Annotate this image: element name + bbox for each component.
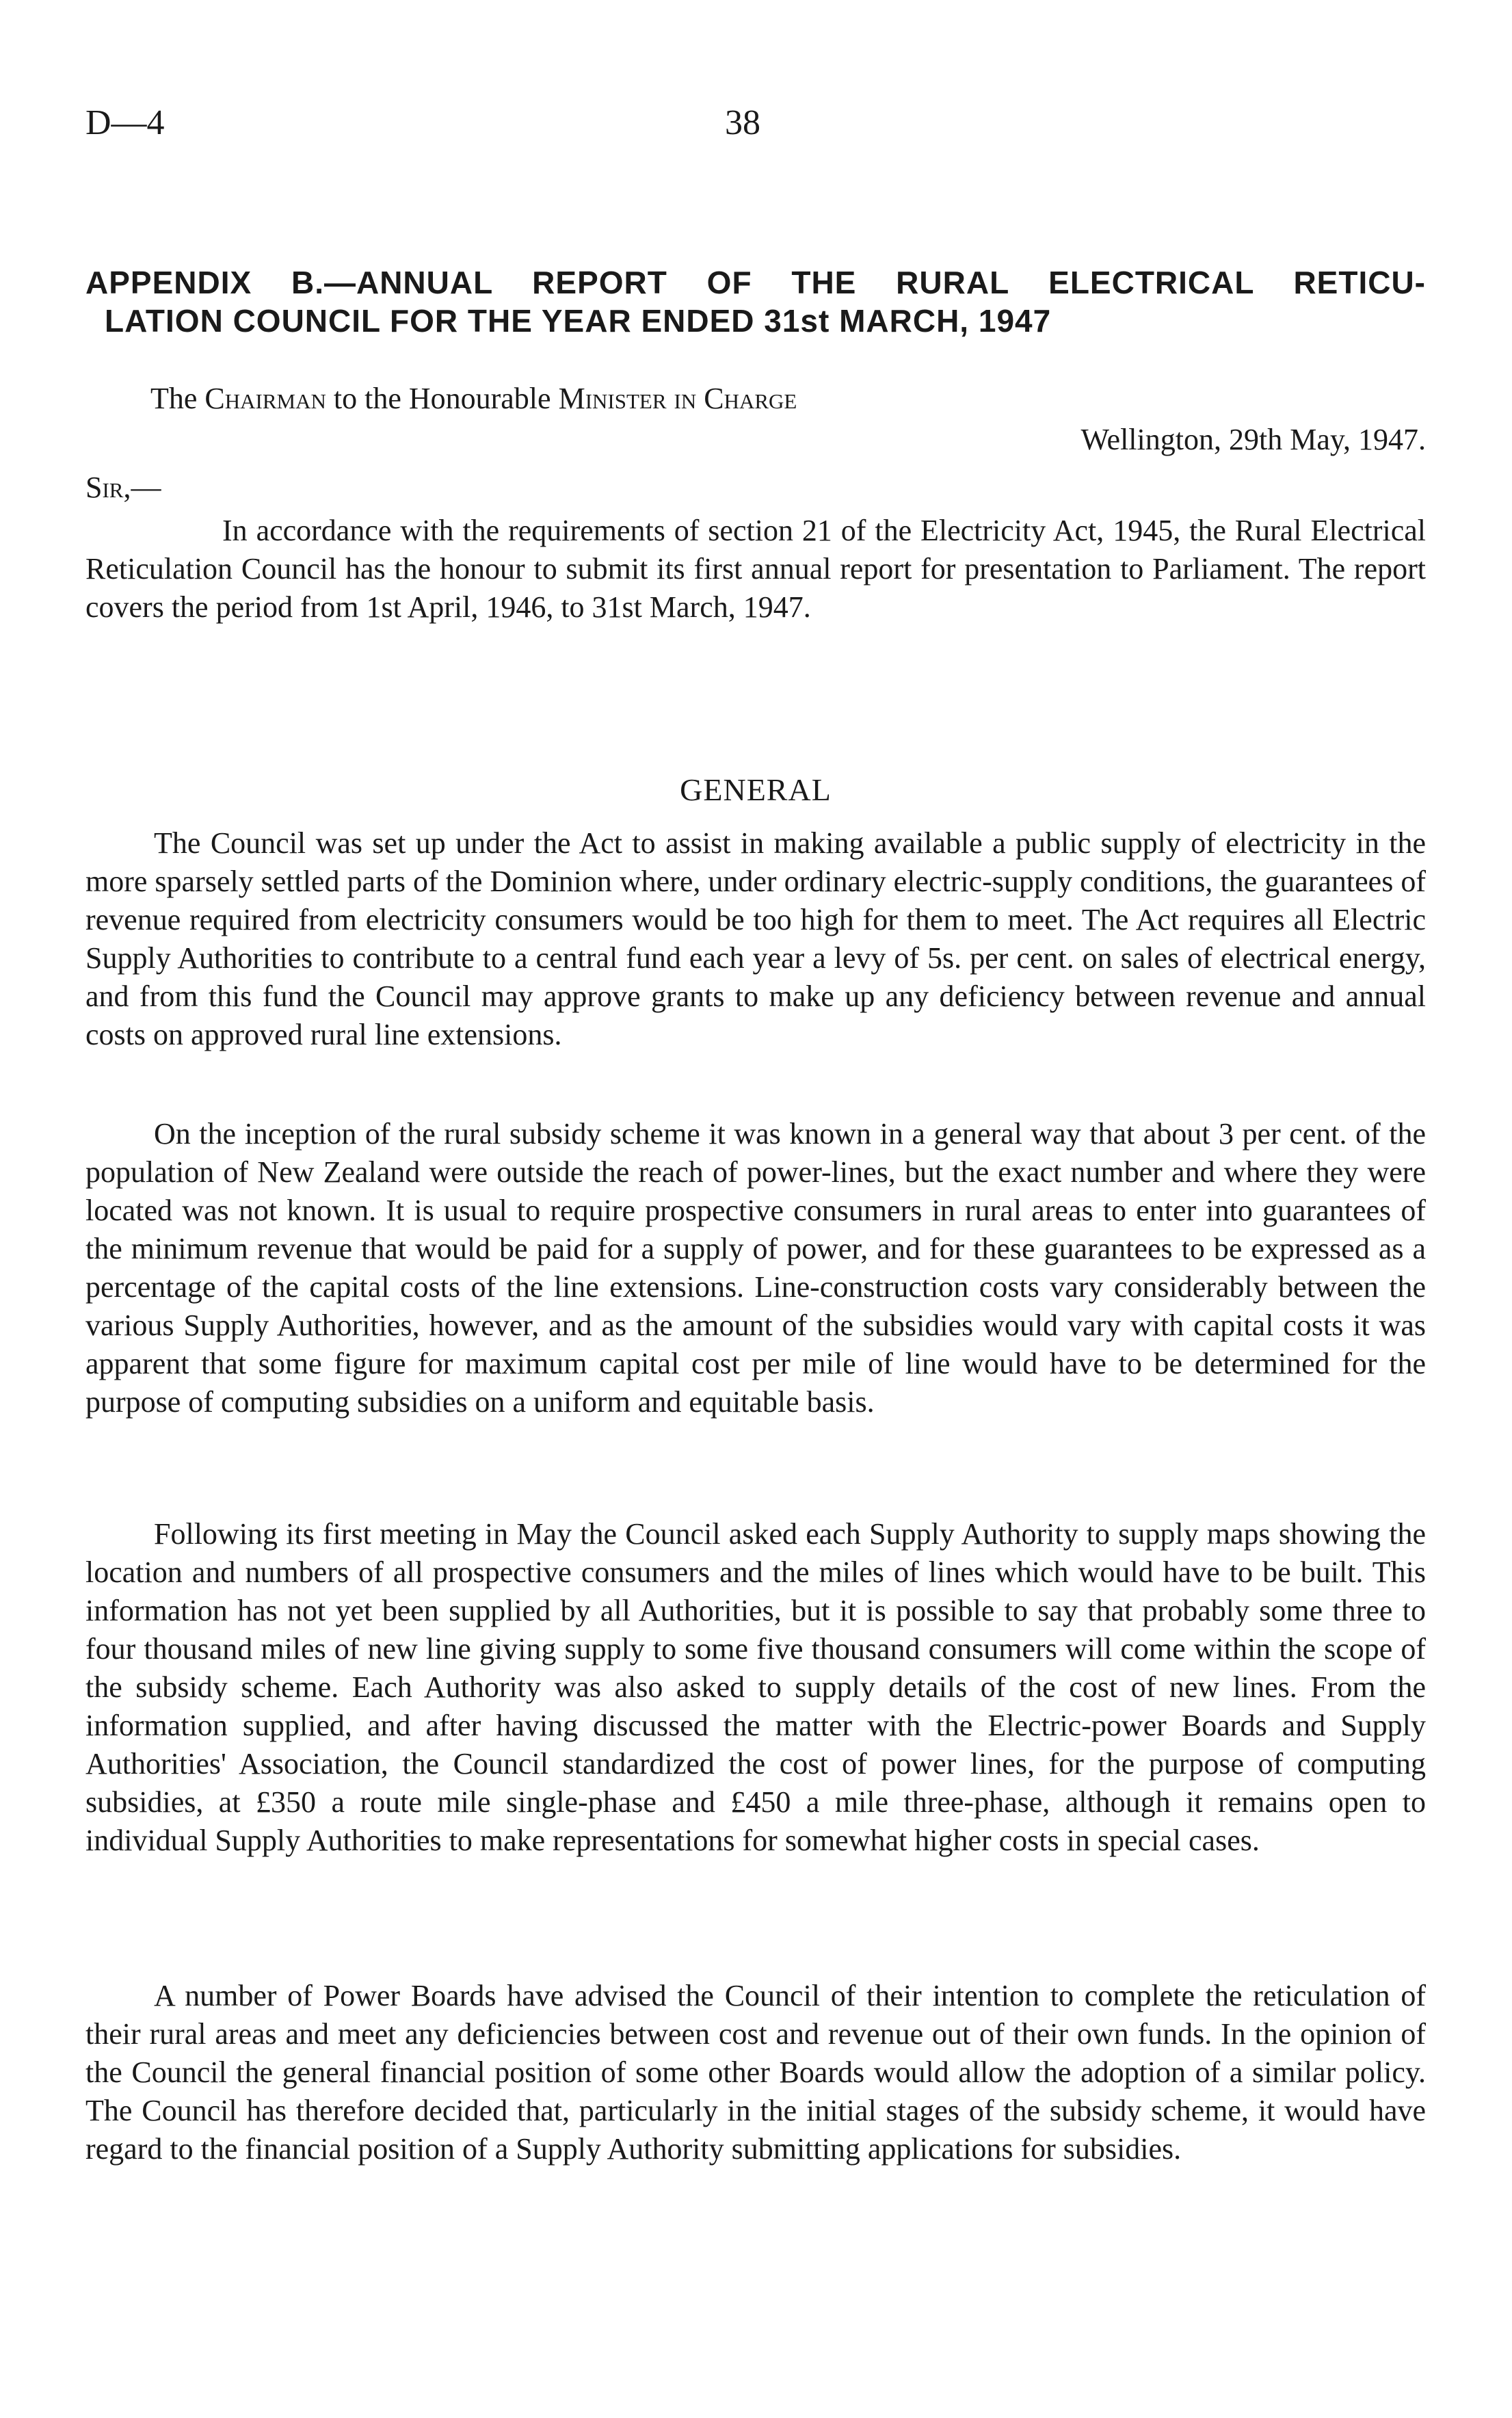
body-paragraph: On the inception of the rural subsidy scheme it was known in a general way that about 3 per cent. of the population of New Zealand were outside the reach of power-lines, but the exact number and where they were located was not known. It is usual to require prospective consumers in rural areas to enter into guarantees of the minimum revenue that would be paid for a supply of power, and for these guarantees to be expressed as a percentage of the capital costs of the line extensions. Line-construction costs vary considerably between the various Supply Authorities, however, and as the amount of the subsidies would vary with capital costs it was apparent that some figure for maximum capital cost per mile of line would have to be determined for the purpose of computing subsidies on a uniform and equitable basis. [85, 1117, 1426, 1419]
addressee-chairman: Chairman [204, 382, 326, 415]
appendix-title-line-2: LATION COUNCIL FOR THE YEAR ENDED 31st MARCH, 1947 [105, 303, 1052, 339]
body-paragraph: The Council was set up under the Act to assist in making available a public supply of electricity in the more sparsely settled parts of the Dominion where, under ordinary electric-supply conditions, the guarantees of revenue required from electricity consumers would be too high for them to meet. The Act requires all Electric Supply Authorities to contribute to a central fund each year a levy of 5s. per cent. on sales of electrical energy, and from this fund the Council may approve grants to make up any deficiency between revenue and annual costs on approved rural line extensions. [85, 826, 1426, 1051]
body-paragraph: Following its first meeting in May the Council asked each Supply Authority to supply maps showing the location and numbers of all prospective consumers and the miles of lines which would have to be built. This information has not yet been supplied by all Authorities, but it is possible to say that probably some three to four thousand miles of new line giving supply to some five thousand consumers will come within the scope of the subsidy scheme. Each Authority was also asked to supply details of the cost of new lines. From the information supplied, and after having discussed the matter with the Electric-power Boards and Supply Authorities' Association, the Council standardized the cost of power lines, for the purpose of computing subsidies, at £350 a route mile single-phase and £450 a mile three-phase, although it remains open to individual Supply Authorities to make representations for somewhat higher costs in special cases. [85, 1517, 1426, 1857]
letter-addressee [150, 380, 797, 418]
letter-place-date: Wellington, 29th May, 1947. [1080, 423, 1426, 456]
page-number: 38 [725, 103, 760, 142]
body-paragraph: A number of Power Boards have advised the Council of their intention to complete the reticulation of their rural areas and meet any deficiencies between cost and revenue out of their own funds. In the opinion of the Council the general financial position of some other Boards would allow the adoption of a similar policy. The Council has therefore decided that, particularly in the initial stages of the subsidy scheme, it would have regard to the financial position of a Supply Authority submitting applications for subsidies. [85, 1979, 1426, 2166]
section-heading: GENERAL [680, 772, 832, 807]
appendix-title-line-1: APPENDIX B.—ANNUAL REPORT OF THE RURAL ELECTRICAL RETICU- [85, 265, 1426, 300]
appendix-title [85, 263, 1426, 340]
addressee-to-the-honourable: to the Honourable [326, 382, 559, 415]
document-code: D—4 [85, 103, 165, 142]
addressee-the: The [150, 382, 205, 415]
salutation: Sir,— [85, 471, 161, 504]
intro-paragraph: In accordance with the requirements of section 21 of the Electricity Act, 1945, the Rural Electrical Reticulation Council has the honour to submit its first annual report for presentation to Parliament. The report covers the period from 1st April, 1946, to 31st March, 1947. [85, 514, 1426, 624]
addressee-minister: Minister in Charge [558, 382, 797, 415]
running-head [85, 103, 1426, 157]
